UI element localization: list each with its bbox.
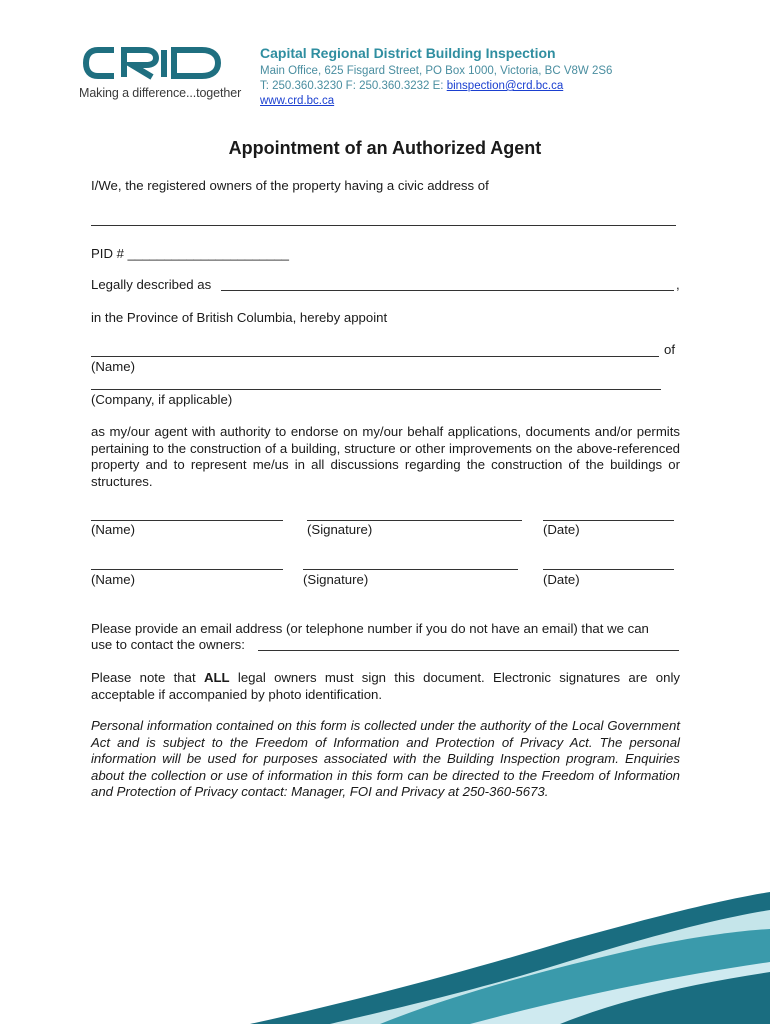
contact-request-label: use to contact the owners: <box>91 637 245 652</box>
intro-text: I/We, the registered owners of the property having a civic address of <box>91 178 489 193</box>
contact-request-line-2 <box>91 637 681 654</box>
logo-tagline: Making a difference...together <box>79 86 242 100</box>
legal-description-row <box>91 277 681 294</box>
agent-name-caption: (Name) <box>91 359 135 374</box>
decorative-wave-graphic <box>0 880 770 1024</box>
contact-request-line-1: Please provide an email address (or telephone number if you do not have an email) that we can <box>91 621 649 636</box>
civic-address-field[interactable] <box>91 225 676 226</box>
org-address: Main Office, 625 Fisgard Street, PO Box 1000, Victoria, BC V8W 2S6 <box>260 65 613 77</box>
owner-signature-field-1[interactable] <box>307 520 522 521</box>
note-bold-all: ALL <box>203 670 230 685</box>
agent-authority-paragraph: as my/our agent with authority to endorse on my/our behalf applications, documents and/or permits pertaining to the construction of a building, structure or other improvements on the above-referenced property and to represent me/us in all discussions regarding the construction of the buildings or structures. <box>91 424 680 489</box>
all-owners-note <box>91 670 680 703</box>
org-email-link[interactable]: binspection@crd.bc.ca <box>446 80 564 92</box>
name-caption-2: (Name) <box>91 572 135 587</box>
org-contact-line <box>260 79 680 94</box>
form-title: Appointment of an Authorized Agent <box>228 138 542 158</box>
org-phone-fax: T: 250.360.3230 F: 250.360.3232 E: <box>260 80 447 92</box>
note-suffix: legal owners must sign this document. Electronic signatures are only acceptable if accompanied by photo identification. <box>91 670 680 702</box>
province-text: in the Province of British Columbia, hereby appoint <box>91 310 388 325</box>
name-caption-1: (Name) <box>91 522 135 537</box>
signature-caption-1: (Signature) <box>307 522 373 537</box>
crd-logo-icon <box>80 44 240 84</box>
org-website-line <box>260 94 680 109</box>
agent-name-field[interactable] <box>91 356 659 357</box>
owner-date-field-2[interactable] <box>543 569 674 570</box>
owner-date-field-1[interactable] <box>543 520 674 521</box>
org-info <box>260 45 680 109</box>
privacy-notice: Personal information contained on this form is collected under the authority of the Local Government Act and is subject to the Freedom of Information and Protection of Privacy Act. The personal information will be used for purposes associated with the Building Inspection program. Enquiries about the collection or use of information in this form can be directed to the Freedom of Information and Protection of Privacy contact: Manager, FOI and Privacy at 250-360-5673. <box>91 718 680 799</box>
owner-name-field-1[interactable] <box>91 520 283 521</box>
org-name: Capital Regional District Building Inspection <box>260 45 556 61</box>
legal-description-field[interactable] <box>221 290 674 291</box>
signature-caption-2: (Signature) <box>303 572 369 587</box>
legal-description-label: Legally described as <box>91 277 212 292</box>
date-caption-1: (Date) <box>543 522 580 537</box>
owner-name-field-2[interactable] <box>91 569 283 570</box>
agent-company-caption: (Company, if applicable) <box>91 392 233 407</box>
note-prefix: Please note that <box>91 670 204 685</box>
legal-trailing-comma: , <box>676 277 680 292</box>
owner-contact-field[interactable] <box>258 650 679 651</box>
agent-company-field[interactable] <box>91 389 661 390</box>
owner-signature-field-2[interactable] <box>303 569 518 570</box>
date-caption-2: (Date) <box>543 572 580 587</box>
of-label: of <box>664 342 675 357</box>
pid-label: PID # ______________________ <box>91 246 289 261</box>
org-website-link[interactable]: www.crd.bc.ca <box>260 95 335 107</box>
